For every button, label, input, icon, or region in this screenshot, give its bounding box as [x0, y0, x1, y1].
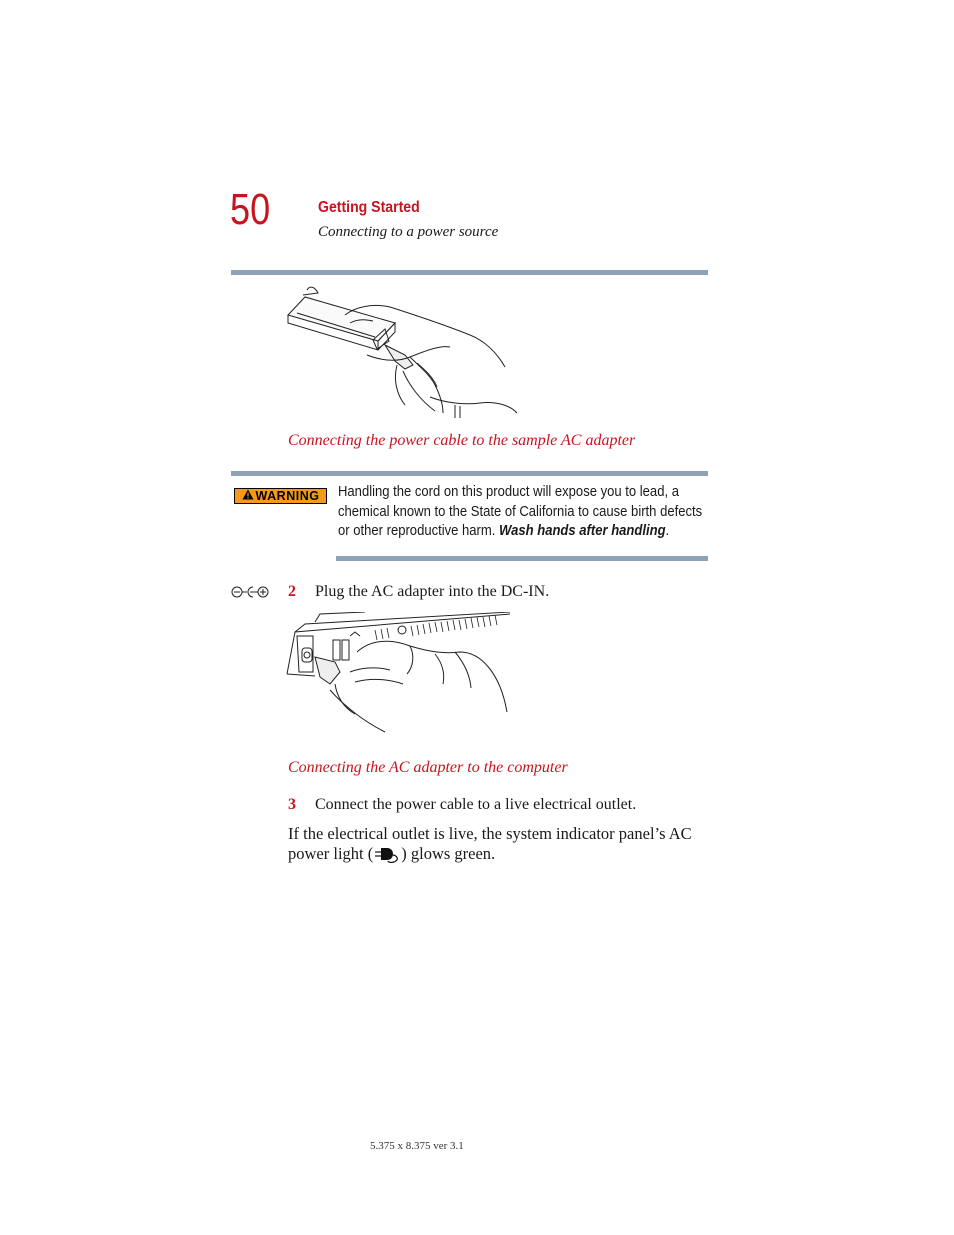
warning-badge-label: WARNING — [255, 489, 320, 503]
page-footer: 5.375 x 8.375 ver 3.1 — [370, 1140, 464, 1152]
warning-text-emphasis: Wash hands after handling — [499, 523, 666, 539]
dc-in-icon — [231, 585, 269, 604]
section-title: Connecting to a power source — [318, 224, 499, 240]
paragraph-text-start: If the electrical outlet is live, the system indicator panel’s AC power light ( — [288, 824, 692, 863]
warning-text-end: . — [665, 523, 670, 539]
step-3-text: Connect the power cable to a live electrical outlet. — [315, 796, 637, 813]
step-2-text: Plug the AC adapter into the DC-IN. — [315, 583, 550, 600]
warning-bottom-rule — [336, 556, 708, 561]
ac-power-icon — [374, 845, 400, 868]
figure-caption-computer: Connecting the AC adapter to the computer — [288, 759, 568, 776]
page-number: 50 — [230, 185, 271, 234]
step-2 — [288, 583, 549, 601]
ac-power-light-paragraph — [288, 824, 718, 868]
warning-badge — [234, 488, 327, 504]
paragraph-text-end: ) glows green. — [401, 844, 496, 863]
step-3-number: 3 — [288, 796, 296, 813]
header-rule — [231, 270, 708, 275]
figure-caption-adapter: Connecting the power cable to the sample AC adapter — [288, 432, 636, 449]
dc-in-illustration — [285, 612, 515, 737]
warning-text — [338, 483, 710, 542]
warning-triangle-icon — [242, 489, 254, 503]
step-2-number: 2 — [288, 583, 296, 600]
step-3 — [288, 796, 636, 814]
warning-top-rule — [231, 471, 708, 476]
ac-adapter-illustration — [285, 285, 525, 420]
chapter-title: Getting Started — [318, 199, 420, 216]
warning-text-body: Handling the cord on this product will expose you to lead, a chemical known to the State of California to cause birth defects or other reproductive harm. — [338, 484, 703, 539]
